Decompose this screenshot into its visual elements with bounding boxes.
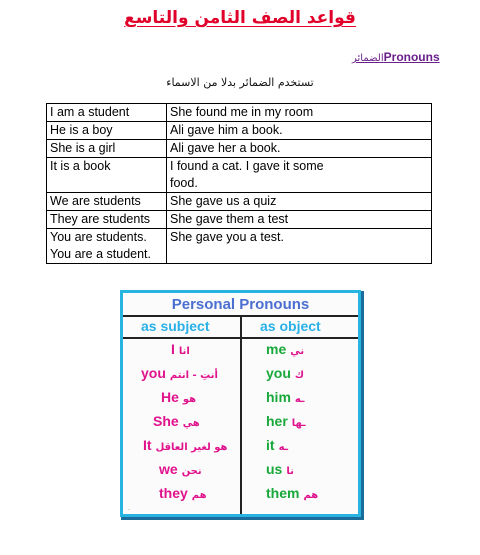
object-example-cell: [167, 211, 432, 229]
object-pronoun-arabic: نا: [286, 466, 294, 477]
object-column-heading: as object: [260, 318, 321, 334]
poster-header: [123, 293, 358, 317]
cell-line: She gave them a test: [170, 212, 289, 226]
subject-column-heading: as subject: [141, 318, 210, 334]
object-example-cell: [167, 229, 432, 264]
cell-line: She found me in my room: [170, 105, 314, 119]
subject-pronoun-row: [161, 389, 196, 405]
object-example-cell: [167, 140, 432, 158]
object-pronoun-arabic: ـه: [294, 394, 305, 405]
subject-pronoun-row: [141, 365, 218, 381]
subject-pronoun-arabic: أنتِ - انتم: [169, 370, 218, 381]
object-pronoun-english: them: [266, 485, 300, 501]
object-pronoun-row: [266, 365, 304, 381]
subject-example-cell: [47, 211, 167, 229]
table-row: [47, 229, 432, 264]
subject-pronoun-row: [159, 461, 202, 477]
subject-pronoun-arabic: انا: [178, 346, 190, 357]
object-pronoun-row: [266, 437, 288, 453]
object-pronoun-arabic: ـه: [278, 442, 289, 453]
object-pronoun-arabic: ني: [290, 346, 305, 357]
subject-example-cell: [47, 104, 167, 122]
page-title: قواعد الصف الثامن والتاسع: [124, 8, 356, 28]
cell-line: He is a boy: [50, 123, 113, 137]
subject-pronoun-row: [159, 485, 207, 501]
subject-pronoun-arabic: هي: [182, 418, 200, 429]
subject-pronoun-row: [153, 413, 200, 429]
table-row: [47, 122, 432, 140]
object-pronoun-english: her: [266, 413, 288, 429]
object-pronoun-row: [266, 413, 306, 429]
poster-subheader-line: [123, 337, 358, 339]
table-row: [47, 158, 432, 193]
cell-line: Ali gave her a book.: [170, 141, 281, 155]
subject-pronoun-english: they: [159, 485, 188, 501]
object-pronoun-english: him: [266, 389, 291, 405]
table-row: [47, 211, 432, 229]
subtitle: تستخدم الضمائر بدلا من الاسماء: [166, 76, 314, 89]
table-row: [47, 104, 432, 122]
object-pronoun-english: it: [266, 437, 275, 453]
cell-line: Ali gave him a book.: [170, 123, 283, 137]
subject-pronoun-english: She: [153, 413, 179, 429]
subject-pronoun-arabic: نحن: [181, 466, 202, 477]
pronoun-examples-table: [46, 103, 432, 264]
cell-line: You are a student.: [50, 247, 152, 261]
object-example-cell: [167, 158, 432, 193]
subject-pronoun-arabic: هو لغير العاقل: [155, 442, 228, 453]
personal-pronouns-poster: [123, 293, 358, 514]
subject-example-cell: [47, 193, 167, 211]
object-pronoun-english: us: [266, 461, 283, 477]
cell-line: food.: [170, 176, 198, 190]
cell-line: She gave you a test.: [170, 230, 284, 244]
cell-line: You are students.: [50, 230, 147, 244]
table-row: [47, 140, 432, 158]
object-pronoun-english: me: [266, 341, 287, 357]
subject-pronoun-row: [143, 437, 228, 453]
subject-pronoun-english: I: [171, 341, 175, 357]
object-example-cell: [167, 193, 432, 211]
subject-example-cell: [47, 122, 167, 140]
subject-example-cell: [47, 229, 167, 264]
section-heading: [352, 50, 440, 64]
cell-line: She gave us a quiz: [170, 194, 277, 208]
subject-pronoun-arabic: هو: [182, 394, 197, 405]
object-pronoun-arabic: هم: [303, 490, 319, 501]
object-pronoun-row: [266, 485, 318, 501]
object-pronoun-row: [266, 461, 294, 477]
cell-line: She is a girl: [50, 141, 116, 155]
subject-pronoun-arabic: هم: [191, 490, 207, 501]
section-heading-arabic: الضمائر: [352, 53, 384, 64]
subject-pronoun-english: It: [143, 437, 152, 453]
object-pronoun-row: [266, 389, 304, 405]
subject-pronoun-english: He: [161, 389, 179, 405]
cell-line: We are students: [50, 194, 141, 208]
cell-line: I am a student: [50, 105, 130, 119]
subject-pronoun-row: [171, 341, 190, 357]
object-pronoun-english: you: [266, 365, 291, 381]
poster-column-divider: [240, 317, 242, 514]
object-pronoun-row: [266, 341, 304, 357]
table-row: [47, 193, 432, 211]
subject-pronoun-english: we: [159, 461, 178, 477]
object-pronoun-arabic: ـها: [291, 418, 306, 429]
subject-pronoun-english: you: [141, 365, 166, 381]
section-heading-english: Pronouns: [383, 50, 440, 64]
subject-example-cell: [47, 140, 167, 158]
corner-mark: .: [128, 505, 130, 512]
poster-title: Personal Pronouns: [171, 296, 310, 313]
object-example-cell: [167, 104, 432, 122]
subject-example-cell: [47, 158, 167, 193]
cell-line: It is a book: [50, 159, 111, 173]
cell-line: They are students: [50, 212, 151, 226]
object-example-cell: [167, 122, 432, 140]
object-pronoun-arabic: ك: [294, 370, 305, 381]
cell-line: I found a cat. I gave it some: [170, 159, 324, 173]
